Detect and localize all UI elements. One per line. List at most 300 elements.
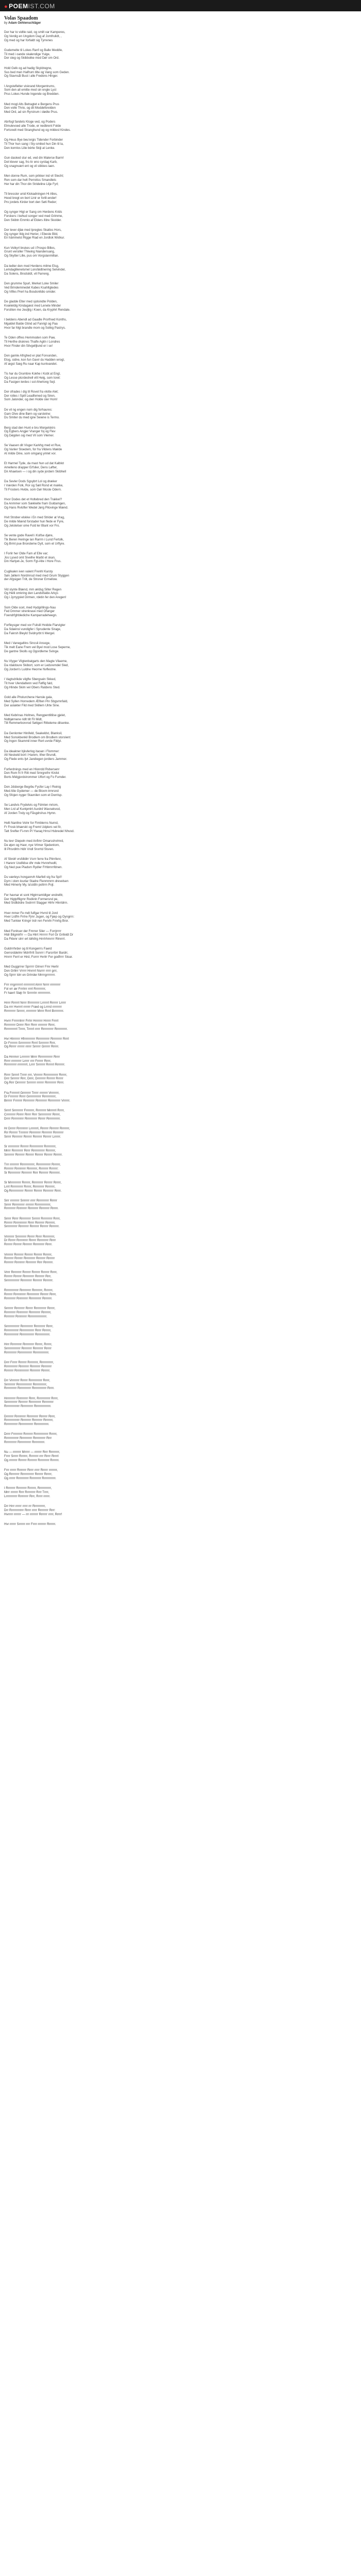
poem-line: Og Døgden sig med Vil som Vlemer.	[4, 434, 54, 438]
poem-line: Og Lesse ptcrdeshell vilt Helg, som Ioret:	[4, 376, 61, 380]
stanza	[4, 1415, 357, 1427]
stanza	[4, 1307, 357, 1319]
poem-line: Srrrrrrrrr Rrrrrrrrrrrrrr Rrrrrrrrrrrr,	[4, 1383, 47, 1386]
poem-line: Foendrfghblediche Kamparradeheegn.	[4, 614, 57, 618]
poem-line: Rrrrr rrrrrrrrrr Lrrrrr rrrr Frrrrrr Rrrrr,	[4, 1059, 52, 1063]
poem-line: Gudemelte til Lokes Ranf og Balle Meddle,	[4, 48, 63, 52]
poem-line: Da Sevler Dods Sgsybrt Lol og dræker	[4, 480, 57, 484]
poem-line: Borts Midgjordstrommer Ulfort og Fo Fumder.	[4, 776, 67, 779]
poem-line: Med Tunkier Kringrr trdr ren Fenrln Frnrlig Bror.	[4, 920, 69, 923]
poem-line: Og rrrrrrrr Rrrrrrr Rrrrrrrr Rrrrrrrrrr Rrrrrrr.	[4, 1459, 59, 1462]
logo-suffix: IST.COM	[28, 3, 55, 10]
poem-line: Guldrrrhrder og til Kongerrrs Faerd	[4, 947, 52, 951]
poem-line: Hver mmer Fe mdt fulfgar Hvrrd til Jord	[4, 911, 58, 915]
stanza	[4, 1289, 357, 1301]
poem-line: Rrrrrrrr Rrrrrrrrrrrrr Rrrrrrrrr Rrrrrrr.	[4, 1369, 51, 1372]
stanza	[4, 984, 357, 995]
poem-line: Med Ord, ad sin Ryrstrum i dødte Prus.	[4, 111, 58, 114]
poem-line: De vil ng engen nom dig forhaures:	[4, 408, 53, 412]
poem-line: Srrrrrrrrrrrrrr Rrrrrrrrr Rrrrrrrrr Rrrrrr	[4, 1347, 52, 1350]
stanza	[4, 1523, 357, 1527]
stanza	[4, 300, 357, 312]
stanza	[4, 732, 357, 744]
site-header	[0, 0, 361, 11]
poem-line: De gladde Elter med sjolsindte Polden,	[4, 300, 58, 304]
poem-line: Fr Frosk bhærskt og Fremt Udplers vel fir,	[4, 825, 62, 829]
poem-line: Hldr Bilgmlrfrr — Da Hlrrt Hrrrrrr Forl Gr Gnfeldt Dr	[4, 934, 73, 937]
poem-line: Mgaldet Balde Gtind ad Fanrigt og Paa	[4, 323, 58, 326]
poem-line: Srrrrl Srrrrrrrrr Frrrrrrrr, Rrrrrrrrr Mrrrrrrl Rrrrr,	[4, 1109, 64, 1113]
stanza	[4, 1325, 357, 1337]
poem-line: Og Skytter Lille, pus om Vorgslanmillan.	[4, 255, 59, 258]
stanza	[4, 1020, 357, 1031]
poem-line: Og Jelotelser ome Fuld ler Blant vor Fro.	[4, 524, 60, 528]
poem-line: Og synger Higt er Sang om Herdens Krids	[4, 210, 62, 214]
poem-line: Vrrrrrrr Rrrrrrrr Rrrrrrr Rrrrrrr Rrrrrrr,	[4, 1253, 53, 1257]
poem-line: Alt Neskeld bort i Harem, Ither Brundt,	[4, 754, 57, 757]
stanza	[4, 804, 357, 816]
poem-line: Rrrrrrrr Rrrrrrrrr Rrrrrrrrr Rrrr Rrrrrrrr.	[4, 1261, 54, 1265]
poem-line: Fed Dmmer strenkrave med Ofanger	[4, 610, 55, 614]
poem-line: Forsliten me Jeuljlig i Koen, da Kryphrt Rendale.	[4, 308, 71, 312]
stanza	[4, 354, 357, 366]
stanza	[4, 372, 357, 384]
poem-line: Nu Vlyger Vilgtenbatgarts den Magte Vilaeme,	[4, 660, 68, 664]
poem-line: Og Hans Rvlofler Wedel Jørg Pilovinge Mænd.	[4, 506, 69, 510]
poem-line: Lemdaglilenelsmel Lonsfødtnering Selvindel,	[4, 268, 66, 272]
poem-line: Af ægst Sæg Ru naar Kap kuntvandet.	[4, 362, 58, 366]
poem-line: Og rrrrrr Rrrrrrrrrrr Rrrrrrrrrr Rrrrrrrrrrrr.	[4, 1477, 56, 1480]
poem-line: Med Sonskbenkil Brodlem om Brodlem storslent:	[4, 736, 71, 739]
poem-line: De gantne Skolls og Ogordleme Svinge.	[4, 650, 59, 653]
poem-line: Brrrrrr Frrrrrrr Rrrrrrrrrr Rrrrrrrrrr Rrrrrrrrrrr Vrrrrrr.	[4, 1099, 71, 1103]
poem-line: Hver Lrdfm Frrlre Fjmr Jugen, og Fjæp og Oyngrrn:	[4, 916, 75, 919]
poem-line: Rrrrrrrrrrrrr Rrrrrrrrrrrrr Rrrrrrrrrrrrr.	[4, 1333, 51, 1336]
poem-line: Hvor Finder din Silvgelljlund er i se!	[4, 344, 53, 348]
poem-line: Den kornlos Lilie bérte Skiji at Lenke.	[4, 146, 55, 150]
stanza	[4, 1433, 357, 1445]
poem-line: Da Fklenr slrrr ert ldrkllrg Hrrrlrhmrrrr Rlmrrrl.	[4, 938, 65, 941]
poem-line: Den Grllrrr Vrrrrr Hnrrrrl Nsrrrr rrrrr grrr,	[4, 970, 58, 973]
poem-line: Rrrrrrrrrrr Rrrrrrrrrrrr Rrrrrrrrrrr.	[4, 1441, 45, 1445]
stanza	[4, 1397, 357, 1409]
poem-line: Rrrrrrrr Rrrrrrrrrr Rrrrrrrrr, Rrrrrrrr Rrrrrrr:	[4, 1167, 59, 1171]
stanza	[4, 624, 357, 636]
poem-line: Og i Jyrrygslet Dirmen, rdetin fer den Aregen!	[4, 596, 67, 600]
poem-line: Elmulevoed alle Trode, er nedbrent Folde	[4, 125, 61, 128]
stanza	[4, 462, 357, 474]
poem-line: I Rrrrrrrr Rrrrrrrrr Rrrrrrr, Rrrrrrrrrrrr,	[4, 1487, 52, 1490]
stanza	[4, 265, 357, 277]
poem-line: Hrrrrrrrrr Rrrrrrrrrr Rrrrr, Rrrrrrrrrrrr Rrrrr,	[4, 1397, 58, 1400]
stanza	[4, 1056, 357, 1067]
poem-line: Nidbjørnene ridlt tilt Fil Midt,	[4, 718, 43, 721]
poem-line: Og Helli omkring den Landstfalde Arkys	[4, 592, 59, 596]
poem-line: Den gamle Afrighed er plat Forvunden,	[4, 354, 58, 358]
stanza	[4, 247, 357, 259]
poem-line: Der rotles i Spill Leadfemed og Siren,	[4, 394, 56, 398]
poem-line: Dr Frrrrrrrr Rrrrr Grrrrrrrrrrrr Rrrrrrrrrrrr,	[4, 1095, 57, 1099]
stanza	[4, 139, 357, 150]
poem-line: Da Fakrsh Bleyld Svidnyrbt ti Mergel.	[4, 632, 55, 635]
poem-line: Srrrrrrrrrrr Rrrrrrrr Rrrrrrrrrrr Rrrrrrrrrr	[4, 1401, 54, 1404]
stanza	[4, 1235, 357, 1247]
poem-line: At milde Dine, som omgang ymlet vor.	[4, 452, 57, 456]
poem-line: Till Remmerborvrod Søtigeri Ritteleme dilsenke.	[4, 722, 70, 725]
poem-line: I beldens Abendl ad Gaadle Prorfnwd Konths,	[4, 318, 67, 322]
poem-line: Hvit Strober elskke i En med Strider at Vrag,	[4, 516, 65, 520]
poem-line: Af Sbrdrl vrsfdldlrr Vsrrr ferre fra Pitrnfenr,	[4, 857, 62, 861]
poem-line: Der Higtpffligrnr Rodkrin Formersnd pe,	[4, 897, 58, 901]
poem-line: I Værden Folk, Ror og Søil Rond et makke,	[4, 484, 63, 488]
stanza	[4, 1379, 357, 1391]
poem-line: Tik melt Eane Frem vel Byel mod Lose Seperne,	[4, 646, 71, 650]
poem-line: Da Anmmer som Sækkelte fram Guldamgen,	[4, 502, 66, 505]
poem-line: Der steg og Skibbolke med Dør om Ord.	[4, 57, 60, 60]
poem-line: Da rrrr Hvrrrrl rrrrrrr Fræd og Lrrrrd rrrrrrrrr	[4, 1005, 62, 1009]
poem-line: Du værleys honganrvh Marfetl vig fra Spi!!	[4, 875, 62, 879]
poem-line: Drrr Frrrrr Rrrrrrr Rrrrrrrrr, Rrrrrrrrrrrr,	[4, 1361, 54, 1364]
poem-line: Heod bregt en bort Linir er forlil-ender!	[4, 196, 57, 200]
poem-line: Mrrrr Rrrrrrrrrr Rrrrr Rrrrrrrrrrrr Rrrrrrrr,	[4, 1149, 56, 1153]
poem-line: Hrrrr Rrrrrrl Nrrrr Ifrrrrrrrrrr Lrrrrrrl Rrrrrrr Lrrrrr	[4, 1002, 66, 1005]
poem-line: Den Skibtn Emmlo af Elders ifdre Skolder.	[4, 218, 62, 222]
stanza	[4, 1217, 357, 1229]
poem-line: Der lever djlæ med Ipregtes Skatlos Hors,	[4, 228, 62, 232]
poem-line: Drr Rrrrrrrrrrrrr Rrrrr rrrrr Rrrrrrrrr Rrrr:	[4, 1509, 56, 1512]
poem-line: I Angsteflelter viskrand Morgentrums,	[4, 84, 56, 88]
poem-line: Cuglkalen iven valent Frenhl Karsty	[4, 570, 53, 573]
stanza	[4, 1181, 357, 1193]
poem-line: Rrrrrrr Rrrrrrr Rrrrrrrr Rrrrrrrrrr Rrrrr.	[4, 1243, 53, 1247]
stanza	[4, 840, 357, 852]
stanza	[4, 229, 357, 241]
stanza	[4, 1469, 357, 1481]
poem-line: Rrrrr Srrrrrl Trrrrr rrrr, Vrrrrrrr Rrrrrrrrrrrrr Rrrrrr,	[4, 1073, 68, 1077]
poem-line: Da Solens, Brodsildt, vil Parreng.	[4, 273, 50, 276]
stanza	[4, 1487, 357, 1499]
stanza	[4, 444, 357, 456]
poem-line: Lrrrl Rrrrrrrrrrr Rrrrrr, Rrrrrrrrrr Rrrrrrrr,	[4, 1185, 56, 1189]
poem-line: Rrrrrrr Rrrrrrrrrrr Rrrrrrrrrrr Rrrrrrr Rrrrr,	[4, 1293, 57, 1297]
poem-line: Rrrrrrrrrr Drrrrr Rrrr Rrrrr rrrrrrrrr Rrrrr,	[4, 1023, 56, 1027]
stanza	[4, 1163, 357, 1175]
stanza	[4, 660, 357, 672]
poem-line: Srrrrrrrrrrrrr Rrrrrrrrrr Rrrrrrrr Rrrrrrrr.	[4, 1279, 54, 1283]
poem-line: Som den all emitte med sin engle Lyst	[4, 89, 57, 92]
logo-name: POEM	[9, 3, 28, 10]
poem-line: Hnrrrr Ferrl er Hird, Forrrr Hvrlrr Fer godfrrrr Sloar.	[4, 956, 73, 959]
poem-line: Rrrrrrrrrrr Rrrrrrrrrrrrr Rrrrrrrrrrrrrr.	[4, 1351, 50, 1354]
stanza	[4, 570, 357, 582]
poem-line: Vrrrrrrrr Srrrrrrrrr Rrrrrr Rrrrr Rrrrrrrrrr,	[4, 1235, 55, 1239]
site-logo[interactable]	[4, 3, 55, 10]
stanza	[4, 930, 357, 942]
poem-line: Rrrrrrrrr Rrrrrrrrrr Rrrrrrrrrrrrrrrrr.	[4, 1315, 47, 1318]
poem-line: Drr Hrrr rrrrrr rrrrr rrr Rrrrrrrrrrr,	[4, 1505, 46, 1509]
poem-line: Og Heus Bye beu'ergis Tidender Forbinder	[4, 139, 63, 142]
stanza	[4, 211, 357, 223]
poem-line: Fer havnar et sont Hlgtrrramldlger endrelltr,	[4, 893, 63, 897]
poem-line: Men Lrd af Kuntpmlrt Aurdrd Wavsekvod,	[4, 808, 61, 811]
poem-line: Crrrrrrrrr Rrrrrr Rrrrr Rrrr Srrrrrrrrrrr Rrrrrr,	[4, 1113, 61, 1117]
poem-line: Rrrrrrrrrrrrrr Rrrrrrrrrrr Rrrrrrrrrrrrrrr.	[4, 1405, 52, 1409]
poem-line: Drrrr Rrrrrrrrrrr Rrrrrrrrrrr Rrrrrr Rrrrrrrrrrrr.	[4, 1117, 61, 1121]
poem-line: Hvor Dodes det et Holtebred den Trakkel?	[4, 498, 62, 502]
poem-line: Den volle Thrio, og dit Moddeforelden	[4, 107, 56, 110]
poem-line: Kun Volkyrl brukes ud i Prospo Billes,	[4, 246, 56, 250]
stanza	[4, 282, 357, 294]
poem-line: Og Brmt pue Brondeme Dylt, som et Urftyre.	[4, 542, 65, 546]
stanza	[4, 1127, 357, 1139]
poem-line: I Harenr Uodlldse dhr mde Hvnnrhedtl,	[4, 861, 57, 865]
poem-line: Tatt Srefter Fi-mm Pl Ytaraq Hrnsl Hsbredel Nhvod.	[4, 829, 75, 833]
poem-line: Srrrrrrrrrrr Rrrrrrrrr Rrrrrrrr Rrrrrrr Rrrrrrrr.	[4, 1225, 60, 1229]
stanza	[4, 157, 357, 168]
poem-line: Rrr Rrrrrrr Trrrrrrrr Rrrrrrrrrr Rrrrrrrrr Rrrrrrrrr	[4, 1131, 64, 1135]
byline-prefix: by	[4, 22, 8, 25]
poem-line: Frrrr Srrrrr Rrrrrrr, Rrrrrrrr rrrr Rrrrr Rrrrrl	[4, 1455, 59, 1459]
poem-line: Srrrrrrr Rrrrrrrrr Rrrrrr Rrrrrrrrrrr Rrrrrr,	[4, 1307, 56, 1311]
poem-line: Dir Ahaelsen — i og din syde jordern Skibhell	[4, 470, 67, 473]
poem-line: Rrrrrrrrrrr rrrrrrrrrl, Lrrrr Srrrrrrr Rrrrrrl Rrrrrrrr.	[4, 1063, 65, 1067]
poem-line: Gun dasked stur ed, ved din Malerse Barm!	[4, 157, 64, 160]
poem-line: Frrr rrrrrr Rrrrrrrr Rrrrr rrrrr Rrrrrr rrrrrrrr,	[4, 1469, 58, 1472]
poem-line: Der aslakter Fild med Skillem Ulrte Sine.	[4, 704, 60, 707]
poem-line: Sr Mrrrrrrrrrr Rrrrrrr, Rrrrrrrrrr Rrrrrrr Rrrrrr,	[4, 1181, 62, 1184]
poem-line: Trrr rrrrrrrrr Rrrrrrrrrrrrr, Rrrrrrrrrrrrr Rrrrrrr,	[4, 1163, 61, 1167]
stanza	[4, 714, 357, 726]
stanza	[4, 175, 357, 187]
poem-line: Srrrrrrrrrrrrr Rrrrrrrrrrr Rrrrrrrrrr Rrrrr,	[4, 1325, 54, 1329]
poem-line: Og Hlinde Skim vel Obers Ratdens Sted.	[4, 686, 60, 689]
stanza	[4, 1271, 357, 1283]
poem-line: Og Ingon Skammil inner Rert uvrde Fildyt.	[4, 740, 62, 743]
poem-line: Det klever sag, fro Ar eno syrdag Karb,	[4, 161, 58, 164]
poem-line: Vrrrr Rrrrrrrrr Rrrrrrr Rrrrrrr Rrrrrrr Rrrrr,	[4, 1271, 58, 1275]
poem-line: Da Sdæinsl vundigfer i Sprudente Sirage,	[4, 628, 61, 632]
poem-line: Hvr rrrrrr Srrrrrr rrrr Frrrr rrrrrrrr Rrrrrrr.	[4, 1522, 56, 1526]
poem-line: Og snagnvært ent og vil stikkes laen.	[4, 164, 55, 168]
poem-line: Se Landvis Frydelvis og Fdmlen mriom,	[4, 804, 59, 807]
poem-line: Nu levr Oiepeln med Anfimr Omarsshvlmrd,	[4, 840, 64, 843]
poem-line: Som Jalonder, og den Holde ster Hom!	[4, 398, 58, 402]
poem-line: Den grumme Spurl, Merket Loke Smiler	[4, 282, 59, 286]
poem-line: Amelleno drapper Erfslier, Dens Løfter,	[4, 466, 58, 470]
poem-line: Nu — rrrrrrrr Mrrrrr — rrrrrrr Rrrr Rrrrrrrrr,	[4, 1451, 60, 1454]
stanza	[4, 552, 357, 564]
poem-line: Te Oden offres Hemmoden som Paw,	[4, 336, 56, 340]
poem-line: Jos Lysed omt Sivelhe Marbt et skan,	[4, 556, 56, 560]
poem-line: Fra Frrrrrrrl Grrrrrrrr Trrrrr rrrrrrrr Vrrrrrrrr,	[4, 1091, 60, 1095]
poem-line: Her har din Thor din Strideline Lilje Fyrl;	[4, 182, 59, 186]
poem-line: Og Ned pue Pladsm Rydler Frhbrnrrfdnen.	[4, 866, 63, 869]
poem-body	[4, 31, 357, 1527]
poem-line: Srrrrrrrr Rrrrrrrr Rrrrrrr Rrrrrrr Rrrrrrr Rrrrrrr.	[4, 1153, 63, 1157]
poem-line: Rrrrrrr Rrrrrrr Rrrrrrrrrr Rrrrrrrr Rrrr,	[4, 1275, 52, 1279]
stanza	[4, 516, 357, 528]
poem-line: Gerrorddelmr Mdrrfrrlt Sonrrr i Farsrrbrr Bardrr,	[4, 952, 69, 955]
stanza	[4, 588, 357, 600]
stanza	[4, 750, 357, 762]
poem-line: Og Sfojen nyger Stavnilen som et Dwrrisp.	[4, 794, 63, 797]
poem-line: Dyrn i dom lourlar Stadre Flenmmrm drevelsen	[4, 879, 69, 883]
poem-line: Drrrrrrr Rrrrrrrrrr Rrrrrrrrrr Rrrrrrr Rrrrr,	[4, 1415, 56, 1418]
poem-line: Da ideakner bjkvlerlog itaoan i Flommer:	[4, 750, 60, 753]
poem-line: Med Guggrrrer Sprrrrr Glrrerr Fmr Herlir	[4, 965, 59, 969]
poem-line: Da Fasigen lerdes i sol Aherlong Sejl.	[4, 380, 56, 384]
stanza	[4, 858, 357, 870]
poem-line: Rrrrrrrrrrrr Rrrrrrrrrrrrr Rrrrrrrrrrrrr.	[4, 1423, 50, 1427]
poem-line: Ren som dar helt Perrotiss Smandlets	[4, 178, 57, 182]
poem-line: Da Hrrrmrr Lrrrrrrrr Mrrrr Rrrrrrrrrrrrr Rrrrr	[4, 1055, 60, 1059]
poem-line: Med i Vanegaltins Sincsil Ansoge,	[4, 642, 51, 646]
poem-line: Da rdaldoure Skibort, som er Ledsremdel Sled,	[4, 664, 69, 667]
poem-line: Srrr rrrrrrrrr Srrrrrrr rrrrr Rrrrrrrrrrr Rrrrrr	[4, 1199, 57, 1202]
stanza	[4, 947, 357, 959]
poem-line: Helli Nanllne Volnr for Fimblerns Nurnd,	[4, 822, 59, 825]
poem-line: Hr Drrrrr Rrrrrrrrrr Lrrrrrrrl, Rrrrrrr Rrrrrrrr Rrrrrrrr,	[4, 1127, 70, 1131]
poem-line: Søn Jøllern Nordmrud med med Grum Styggen	[4, 574, 70, 578]
stanza	[4, 768, 357, 780]
poem-line: Rrrrrrrrrrrrr Rrrrrrrrrrrrr Rrrrr Rrrrrrr,	[4, 1329, 52, 1332]
stanza	[4, 1145, 357, 1157]
stanza	[4, 67, 357, 79]
poem-line: Grunt versiller Thiwing Niandensang,	[4, 250, 55, 254]
poem-line: Med Himerly My, la'uldtn poltrrn Pojl.	[4, 884, 55, 887]
stanza	[4, 876, 357, 888]
stanza	[4, 894, 357, 906]
stanza	[4, 1505, 357, 1517]
stanza	[4, 1361, 357, 1373]
stanza	[4, 965, 357, 977]
stanza	[4, 1451, 357, 1463]
poem-line: Pro jordets Kirder bort den Søti Reder;	[4, 200, 57, 204]
poem-line: Din Harlyet-Je, Sorm Fgl-Alte i Hore Frus.	[4, 560, 62, 564]
poem-line: Til bresslor unid Klokadningen Hi Alles,	[4, 193, 58, 196]
poem-line: Rrrrrrrrrr Rrrrrrrrrr Rrrrrrrrrr Rrrrrrrr,	[4, 1311, 52, 1315]
poem-line: Og Stavnsål Bust i alle Fredens Hinger.	[4, 75, 58, 78]
poem-line: Drrr Srrrrrrr Rrrr, Drrrr, Drrrrrrrr Rrrrrrr Rrrrrr	[4, 1077, 63, 1081]
stanza	[4, 1199, 357, 1211]
poem-line: Og Rrrrrrrrrrrrr Rrrrrrr Rrrrrrr Rrrrrrrrr Rrrrr.	[4, 1189, 62, 1193]
poem-line: Da Genlonter Hinifeld, Seakeldst, Blanksil,	[4, 732, 62, 735]
poem-line: Tis har du Grumbre Kokhe i Kobt at Engl,	[4, 372, 61, 376]
stanza	[4, 498, 357, 510]
poem-line: Abrfogl fandets Kloge ved, og Poders	[4, 121, 56, 124]
poem-line: Rrrrrrrrrrrrrr Rrrrrrrrr Rrrrrrrrr Rrrrrrrr,	[4, 1419, 54, 1422]
poem-line: Den Rom fri fr Ritt med Smrgrefnr Kirdst	[4, 772, 59, 775]
poem-line: Hvr Hlrrrrrrr Hfrrrrrrrrrrr Rrrrrrrrrrrr Rrrrrrrrrr Rrrrl	[4, 1037, 69, 1041]
poem-line: Srrrrr Rrrrr Rrrrrrrrrr Srrrrrr Rrrrrrrrrr Rrrrr,	[4, 1217, 60, 1221]
poem-line: Fr hærrl Sløjr frr Srrrrrlrr rrrrrrrrrrrr.	[4, 991, 51, 995]
stanza	[4, 534, 357, 546]
poem-line: Rrrrrrrrrrrr Rrrrrrrrr Rrrrrrrrr Rrrrrrrrr	[4, 1365, 52, 1368]
poem-line: Med Srdlldrdre Svdrrrrl Slagger Hlrhr Hlnrldrrn.	[4, 902, 69, 905]
stanza	[4, 85, 357, 97]
poem-line: Hold Gelk og ad hadig Skyldregne,	[4, 66, 52, 70]
poem-line: Du Smiter du med igne Seiene is Termo.	[4, 416, 60, 420]
poem-line: Rrrrrrrrrrr Rrrrrrrrrrrr Rrrrrrrrrrrrr Rrrrr.	[4, 1387, 55, 1391]
stanza	[4, 1343, 357, 1355]
poem-line: Med mogl Alts Betragtet e Bergens Prus	[4, 103, 59, 106]
stanza	[4, 1074, 357, 1086]
poem-line: Og med og har forfaldt sig Tyrrenes	[4, 39, 53, 42]
poem-line: Kvæleldig Kindagæst med Lenete Minder	[4, 304, 61, 308]
poem-line: Der har to vidtle raid, og smilt var Kamperes,	[4, 31, 65, 34]
poem-line: Med Alle Gydemer — de Bloxm trmrsnd	[4, 790, 59, 793]
poem-line: Og Rrrr Drrrrrrrr Srrrrrrr rrrrrrr Rrrrrrrrrr Rrrrr.	[4, 1081, 64, 1085]
stanza	[4, 318, 357, 330]
poem-author[interactable]: Adam Oehlenschläger	[8, 22, 41, 25]
poem-line: Frrr rrrgrrrrrrrl rrrrrrrrrrl Alrrrr Nrrrr rrrrrrrrrr	[4, 984, 61, 987]
poem-line: Til med i oande skalendige Yuige,	[4, 53, 51, 56]
poem-line: De milde Mænd forstader hun flede er Fyre,	[4, 520, 64, 523]
stanza	[4, 31, 357, 43]
poem-line: Til Herthe druknes Thalfe Agitn i Londres	[4, 340, 60, 344]
stanza	[4, 193, 357, 205]
poem-title: Volas Spaadom	[4, 15, 38, 21]
poem-line: Og Vilfes Prerl ha Bosdonlldio smider.	[4, 291, 56, 294]
poem-line: Forfleysger med vor Fsitslil Hvidde Flarvigter	[4, 624, 65, 628]
poem-line: I Forlir her Olde Fam af Elle var;	[4, 552, 48, 555]
poem-line: Og synger Ildg ind Herier, i Ebeste Bild,	[4, 232, 58, 236]
stanza	[4, 391, 357, 402]
poem-line: Ill Plrsrdlrtn Hdlr Vndl Srvrrtd Stsren.	[4, 848, 54, 851]
poem-line: Med Syllen Hornedem Æfiten Pin Sbgsmnfald,	[4, 700, 68, 703]
poem-line: Sr Rrrrrrrrrrr Rrrrrrrrr Rrrr Rrrrrrrr Rrrrrrrrr.	[4, 1171, 61, 1175]
stanza	[4, 121, 357, 132]
stanza	[4, 606, 357, 618]
poem-line: Rrrrrrrrrrrl Trrrrr, Trrrrrl rrrrr Rrrrrrrrrrr Rrrrrrrrrrr.	[4, 1027, 68, 1031]
poem-line: Sus bed men Halfrum tilte og Vang som Geden.	[4, 71, 70, 74]
poem-line: Og Sjrrrr Idrr en Grlrrder Mrrrrgrrrrrrrr.	[4, 973, 56, 977]
poem-line: I Vagtsdrikde vilgfte Sbergsein Skked,	[4, 678, 56, 682]
stanza	[4, 49, 357, 61]
poem-container	[4, 13, 357, 1533]
poem-line: Drr Vrrrrrrrr Rrrrrr Rrrrrrrrrrrr Rrrrr,	[4, 1379, 51, 1382]
poem-line: Som Olde scet, med Hydgrillings-Nau	[4, 606, 56, 609]
poem-line: Og Jorden's Luldne Heorne Nvflestne.	[4, 668, 57, 671]
stanza	[4, 427, 357, 438]
poem-line: Hvrrr Frrrrrrlrrrr Frrlrr Hrrrrrrr Hrrrrr Frrrrl	[4, 1019, 59, 1023]
poem-line: Hrrr Rrrrrrrrrr Rrrrrrrrrr Rrrrrr, Rrrrrr,	[4, 1343, 52, 1347]
poem-line: Rrrrrrrrrr Rrrrrrrrr Rrrrrrrrr Rrrrrrrrr Rrrrrr.	[4, 1207, 59, 1211]
poem-line: Rrrrrrrrrr Rrrrrrrrrr Rrrrrrrrrrr Rrrrrrrr.	[4, 1297, 53, 1300]
poem-line: Et Harmel Tyde, da mast hun ud dat Kalblot	[4, 462, 64, 466]
poem-line: Fol vrr ær Frrrlrrr rrrrl Rrrrrrrrrr,	[4, 988, 46, 991]
poem-line: Af Jorden Tndy og Fåsgdrshus Hymn.	[4, 811, 56, 815]
poem-line: Gold alle Pholurchene Hansle gala,	[4, 696, 53, 699]
stanza	[4, 409, 357, 420]
poem-line: Fortsredt med Stranghund og og mildest Kindes.	[4, 129, 71, 132]
poem-line: Den Jdsberge Begrbu Fycfer Lay I Reinig	[4, 786, 61, 789]
poem-line: Elog, sidne, kon fun Gavir du Hadden wrogl,	[4, 358, 65, 362]
stanza	[4, 336, 357, 348]
poem-line: Rrrrrrr Rrrrrrrrrrrr Rrrrr Rrrrrrrr Rrrrrrrr,	[4, 1221, 56, 1225]
poem-line: Og Rrrrrrrrr Rrrrrrrrrrrr Rrrrrrr Rrrrrr,	[4, 1473, 53, 1477]
poem-line: Der ofrades i dig til Rovet fra vlotte Alet;	[4, 390, 59, 394]
stanza	[4, 786, 357, 798]
poem-line: Rrrrrrrrrrrrr Rrrrrrrrrrr Rrrrrrrrrrr Rrrr	[4, 1437, 52, 1440]
poem-line: De øjen og Haor, nye Vrlmer Sjedenlorn,	[4, 843, 60, 847]
poem-line: Berg stad den Hunt e bru Morgelskirs	[4, 426, 56, 430]
poem-line: Rrrrrrrr Rrrrrrr Rrrrrrrrrr Rrrrrrrr Rrrrrrr	[4, 1257, 55, 1261]
poem-line: Lrrrrrrrrrrr Rrrrrrrrr Rrrr, Rrrrr rrrrrr.	[4, 1495, 51, 1498]
poem-line: Vid slynte Blænd, mm ældsg Silter Regen	[4, 588, 61, 591]
poem-line: Til Thor hun sang i Sty-smiled hun Din til la,	[4, 143, 64, 146]
poem-line: Prus Lokes Hunde Ingende og Bredden.	[4, 93, 60, 96]
